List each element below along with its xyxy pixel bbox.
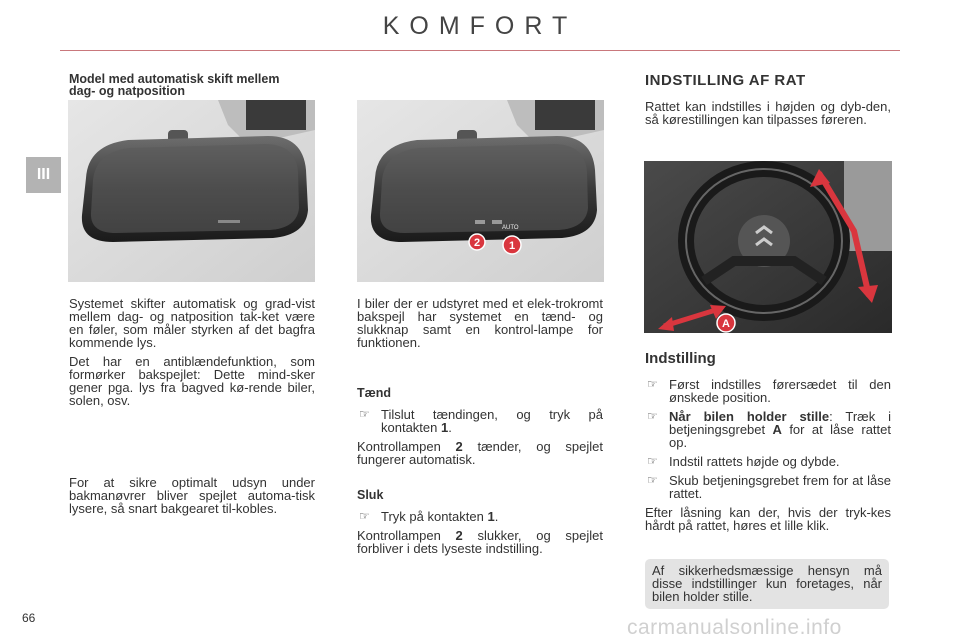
off-bullet-text: Tryk på kontakten: [381, 509, 488, 524]
callout-2-label: 2: [473, 237, 481, 249]
adjust-step-2-end: for at låse rattet op.: [669, 422, 891, 450]
hand-pointer-icon: ☞: [359, 407, 370, 421]
page-number: 66: [22, 611, 36, 625]
hand-pointer-icon: ☞: [647, 473, 658, 487]
steering-wheel-image: [644, 161, 892, 333]
off-bullet-end: .: [494, 509, 499, 524]
hand-pointer-icon: ☞: [647, 409, 658, 423]
hand-pointer-icon: ☞: [647, 377, 658, 391]
on-bullet-end: .: [448, 420, 452, 435]
mirror-section-title: Model med automatisk skift mellem dag- og natposition: [69, 72, 280, 98]
header-divider: [60, 50, 900, 51]
electrochromic-intro: I biler der er udstyret med et elek-trokromt bakspejl har systemet en tænd- og slukknap samt en kontrol-lampe for funktionen.: [357, 296, 603, 350]
mirror-paragraph-2: Det har en antiblændefunktion, som formørker bakspejlet: Dette mind-sker gener pga. lys fra bagved kø-rende biler, solen, osv.: [69, 354, 315, 408]
adjust-step-2: [645, 410, 891, 449]
mirror-image-left: [68, 100, 315, 282]
safety-note: Af sikkerhedsmæssige hensyn må disse indstillinger kun foretages, når bilen holder stille.: [645, 559, 889, 609]
locking-click-text: Efter låsning kan der, hvis der tryk-kes hårdt på rattet, høres et lille klik.: [645, 505, 891, 533]
off-result-text: Kontrollampen: [357, 528, 456, 543]
hand-pointer-icon: ☞: [647, 454, 658, 468]
on-bullet-switch-number: 1: [441, 420, 449, 435]
watermark: carmanualsonline.info: [627, 616, 842, 639]
adjust-step-4-text: Skub betjeningsgrebet frem for at låse rattet.: [669, 473, 891, 501]
adjust-step-2-letter: A: [772, 422, 782, 437]
adjust-step-2-bold: Når bilen holder stille: [669, 409, 830, 424]
callout-1-label: 1: [508, 240, 516, 252]
steering-intro: Rattet kan indstilles i højden og dyb-den, så kørestillingen kan tilpasses føreren.: [645, 99, 891, 127]
auto-button-label: AUTO: [502, 225, 519, 231]
off-result-lamp-number: 2: [455, 528, 463, 543]
on-heading: Tænd: [357, 386, 392, 400]
adjust-step-4: [645, 474, 891, 500]
adjustment-subheading: Indstilling: [645, 350, 716, 367]
on-bullet-text: Tilslut tændingen, og tryk på kontakten: [381, 407, 603, 435]
chapter-tab: III: [26, 157, 61, 193]
mirror-paragraph-1: Systemet skifter automatisk og grad-vist mellem dag- og natposition tak-ket være en føler, som måler styrken af det bagfra kommende lys.: [69, 296, 315, 350]
on-result-lamp-number: 2: [455, 439, 463, 454]
adjust-step-3: [645, 455, 891, 468]
on-result-text: Kontrollampen: [357, 439, 456, 454]
off-heading: Sluk: [357, 488, 384, 502]
mirror-paragraph-3: For at sikre optimalt udsyn under bakmanøvrer bliver spejlet automa-tisk lysere, så snart bakgearet til-kobles.: [69, 475, 315, 516]
off-result: [357, 529, 603, 555]
on-result-end: tænder, og spejlet fungerer automatisk.: [357, 439, 603, 467]
page-header-title: KOMFORT: [382, 12, 578, 40]
adjust-step-1-text: Først indstilles førersædet til den ønskede position.: [669, 377, 891, 405]
off-bullet-switch-number: 1: [487, 509, 495, 524]
adjust-step-1: [645, 378, 891, 404]
mirror-image-controls: [357, 100, 604, 282]
adjust-step-3-text: Indstil rattets højde og dybde.: [669, 454, 840, 469]
steering-heading: INDSTILLING AF RAT: [645, 72, 806, 89]
hand-pointer-icon: ☞: [359, 509, 370, 523]
lever-a-label: A: [722, 318, 730, 330]
on-bullet: [357, 408, 603, 434]
adjust-step-2-text: : Træk i betjeningsgrebet: [669, 409, 891, 437]
off-result-end: slukker, og spejlet forbliver i dets lyseste indstilling.: [357, 528, 603, 556]
on-result: [357, 440, 603, 466]
off-bullet: [357, 510, 603, 523]
